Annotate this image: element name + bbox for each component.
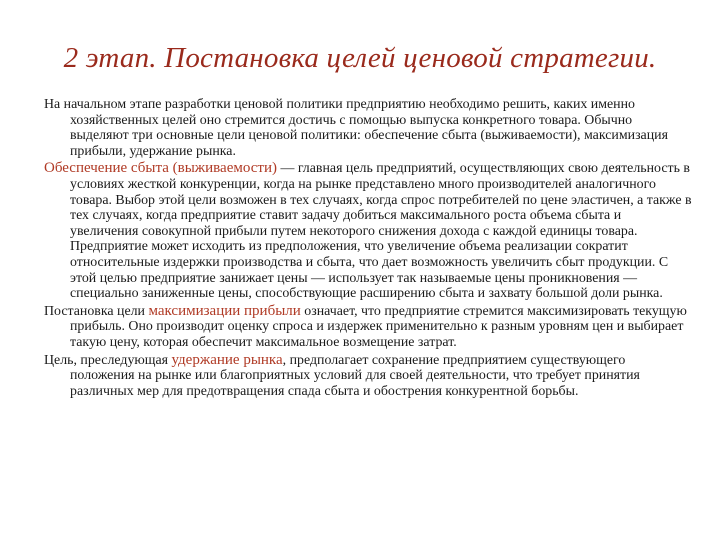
slide-title: 2 этап. Постановка целей ценовой стратегии. — [63, 42, 657, 74]
sales-goal-paragraph — [44, 161, 692, 301]
slide-body — [44, 97, 692, 401]
intro-paragraph: На начальном этапе разработки ценовой политики предприятию необходимо решить, каких именно хозяйственных целей оно стремится достичь с помощью выпуска конкретного товара. Обычно выделяют три основные цели ценовой политики: обеспечение сбыта (выживаемости), максимизация прибыли, удержание рынка. — [44, 97, 668, 159]
profit-goal-term: максимизации прибыли — [148, 302, 301, 319]
profit-goal-paragraph — [44, 304, 692, 351]
profit-goal-lead: Постановка цели — [44, 303, 149, 319]
market-goal-term: удержание рынка — [171, 351, 283, 368]
sales-goal-text: — главная цель предприятий, осуществляющих свою деятельность в условиях жесткой конкуренции, когда на рынке представлено много производителей аналогичного товара. Выбор этой цели возможен в тех случаях, когда спрос потребителей по цене эластичен, а также в тех случаях, когда предприятие ставит задачу добиться максимального роста объема сбыта и увеличения совокупной прибыли путем некоторого снижения дохода с каждой единицы товара. Предприятие может исходить из предположения, что увеличение объема реализации сократит относительные издержки производства и сбыта, что дает возможность увеличить сбыт продукции. С этой целью предприятие занижает цены — использует так называемые цены проникновения — специально заниженные цены, способствующие расширению сбыта и захвату большой доли рынка. — [70, 161, 692, 302]
market-goal-paragraph — [44, 353, 692, 400]
market-goal-lead: Цель, преследующая — [44, 352, 172, 368]
market-goal-text: , предполагает сохранение предприятием существующего положения на рынке или благоприятных условий для своей деятельности, что требует принятия различных мер для предотвращения спада сбыта и обострения конкурентной борьбы. — [70, 352, 640, 399]
sales-goal-term: Обеспечение сбыта (выживаемости) — [44, 160, 277, 177]
profit-goal-text: означает, что предприятие стремится максимизировать текущую прибыль. Оно производит оценку спроса и издержек применительно к разным уровням цен и выбирает такую цену, которая обеспечит максимальное возмещение затрат. — [70, 303, 687, 350]
